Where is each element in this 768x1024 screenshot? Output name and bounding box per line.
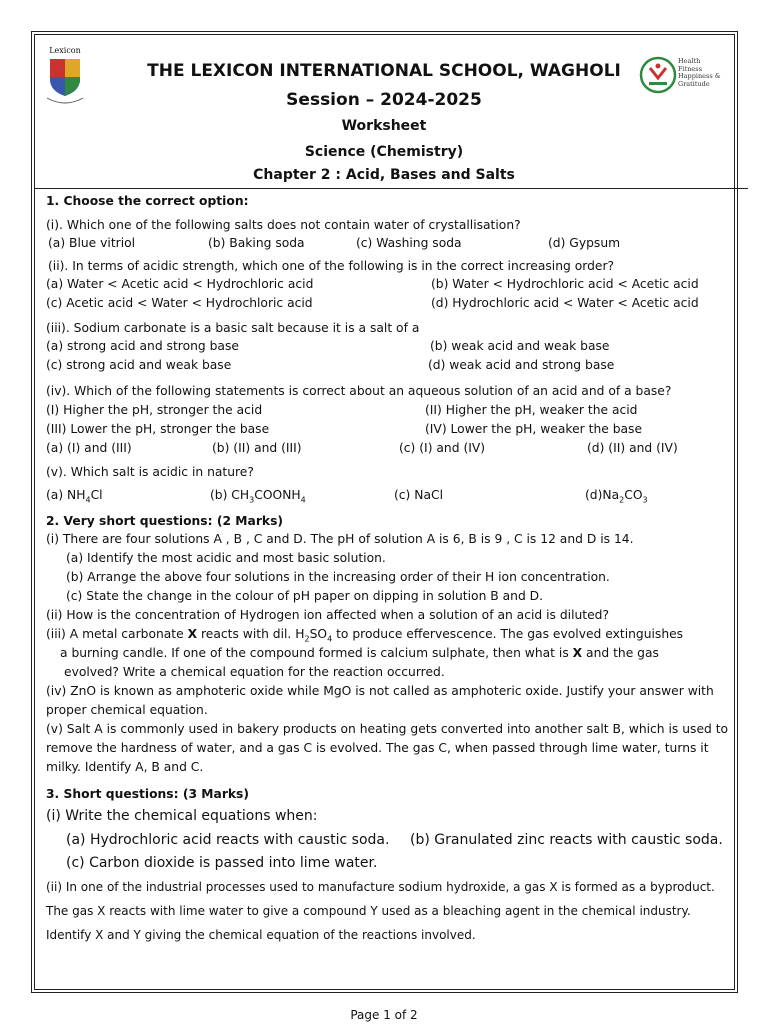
- q5-option-d: $(d)Na_2CO_3$: [585, 488, 648, 505]
- q4-statement-1: (I) Higher the pH, stronger the acid: [46, 403, 263, 417]
- logo-left-text: Lexicon: [49, 46, 81, 55]
- q3-text: (iii). Sodium carbonate is a basic salt because it is a salt of a: [46, 321, 420, 335]
- doc-type: Worksheet: [341, 118, 427, 134]
- q2-text: (ii). In terms of acidic strength, which one of the following is in the correct increasing order?: [48, 259, 615, 273]
- q3-option-c: (c) strong acid and weak base: [46, 358, 232, 372]
- s2-line-1: (i) There are four solutions A , B , C and D. The pH of solution A is 6, B is 9 , C is 12 and D is 14.: [46, 532, 634, 546]
- s2-line-4: (c) State the change in the colour of pH paper on dipping in solution B and D.: [66, 589, 544, 603]
- s3-line-4: (ii) In one of the industrial processes used to manufacture sodium hydroxide, a gas X is formed as a byproduct.: [46, 880, 715, 894]
- logo-line-4: Gratitude: [678, 79, 710, 88]
- q2-option-c: (c) Acetic acid < Water < Hydrochloric acid: [46, 296, 313, 310]
- q3-option-a: (a) strong acid and strong base: [46, 339, 239, 353]
- q4-statement-2: (II) Higher the pH, weaker the acid: [425, 403, 638, 417]
- q2-option-b: (b) Water < Hydrochloric acid < Acetic acid: [431, 277, 699, 291]
- s3-line-2a: (a) Hydrochloric acid reacts with caustic soda.: [66, 832, 390, 848]
- s2-line-3: (b) Arrange the above four solutions in the increasing order of their H ion concentration.: [66, 570, 610, 584]
- s2-line-6: (iii) A metal carbonate X reacts with dil. $H_2SO_4$ to produce effervescence. The gas evolved extinguishes: [46, 627, 684, 644]
- q4-option-b: (b) (II) and (III): [212, 441, 302, 455]
- s3-line-2b: (b) Granulated zinc reacts with caustic soda.: [410, 832, 723, 848]
- s3-line-1: (i) Write the chemical equations when:: [46, 808, 318, 824]
- q5-option-c: (c) NaCl: [394, 488, 444, 502]
- q5-option-b: (b) $CH_3COONH_4$: [210, 488, 306, 505]
- section-3-title: 3. Short questions: (3 Marks): [46, 787, 249, 801]
- q2-option-d: (d) Hydrochloric acid < Water < Acetic acid: [431, 296, 699, 310]
- s2-line-13: milky. Identify A, B and C.: [46, 760, 204, 774]
- s2-line-10: proper chemical equation.: [46, 703, 208, 717]
- s2-line-8: evolved? Write a chemical equation for the reaction occurred.: [64, 665, 445, 679]
- s2-line-5: (ii) How is the concentration of Hydrogen ion affected when a solution of an acid is diluted?: [46, 608, 609, 622]
- school-name: THE LEXICON INTERNATIONAL SCHOOL, WAGHOLI: [147, 61, 621, 81]
- s2-line-9: (iv) ZnO is known as amphoteric oxide while MgO is not called as amphoteric oxide. Justify your answer with: [46, 684, 714, 698]
- s2-line-11: (v) Salt A is commonly used in bakery products on heating gets converted into another salt B, which is used to: [46, 722, 729, 736]
- header-divider: [34, 188, 748, 189]
- s3-line-6: Identify X and Y giving the chemical equation of the reactions involved.: [46, 928, 476, 942]
- q4-statement-3: (III) Lower the pH, stronger the base: [46, 422, 270, 436]
- q3-option-b: (b) weak acid and weak base: [430, 339, 610, 353]
- chapter-title: Chapter 2 : Acid, Bases and Salts: [253, 167, 515, 183]
- q4-option-a: (a) (I) and (III): [46, 441, 132, 455]
- q1-option-b: (b) Baking soda: [208, 236, 305, 250]
- q5-text: (v). Which salt is acidic in nature?: [46, 465, 254, 479]
- s3-line-5: The gas X reacts with lime water to give a compound Y used as a bleaching agent in the chemical industry.: [46, 904, 691, 918]
- logo-line-3: Happiness &: [678, 72, 721, 80]
- session-title: Session – 2024-2025: [286, 90, 482, 110]
- q4-text: (iv). Which of the following statements is correct about an aqueous solution of an acid and of a base?: [46, 384, 672, 398]
- q1-option-a: (a) Blue vitriol: [48, 236, 136, 250]
- q4-option-d: (d) (II) and (IV): [587, 441, 678, 455]
- q3-option-d: (d) weak acid and strong base: [428, 358, 615, 372]
- q4-option-c: (c) (I) and (IV): [399, 441, 486, 455]
- subject-title: Science (Chemistry): [304, 144, 464, 160]
- s2-line-12: remove the hardness of water, and a gas C is evolved. The gas C, when passed through lime water, turns it: [46, 741, 709, 755]
- section-2-title: 2. Very short questions: (2 Marks): [46, 514, 284, 528]
- page-number: Page 1 of 2: [350, 1008, 418, 1022]
- logo-line-1: Health: [678, 57, 701, 65]
- q2-option-a: (a) Water < Acetic acid < Hydrochloric acid: [46, 277, 314, 291]
- s2-line-7: a burning candle. If one of the compound formed is calcium sulphate, then what is X and the gas: [60, 646, 659, 660]
- s2-line-2: (a) Identify the most acidic and most basic solution.: [66, 551, 386, 565]
- q4-statement-4: (IV) Lower the pH, weaker the base: [425, 422, 643, 436]
- section-1-title: 1. Choose the correct option:: [46, 194, 249, 208]
- logo-line-2: Fitness: [678, 64, 702, 73]
- q1-option-c: (c) Washing soda: [356, 236, 462, 250]
- s3-line-3: (c) Carbon dioxide is passed into lime water.: [66, 855, 378, 871]
- q1-text: (i). Which one of the following salts does not contain water of crystallisation?: [46, 218, 521, 232]
- q5-option-a: (a) $NH_4Cl$: [46, 488, 103, 505]
- q1-option-d: (d) Gypsum: [548, 236, 621, 250]
